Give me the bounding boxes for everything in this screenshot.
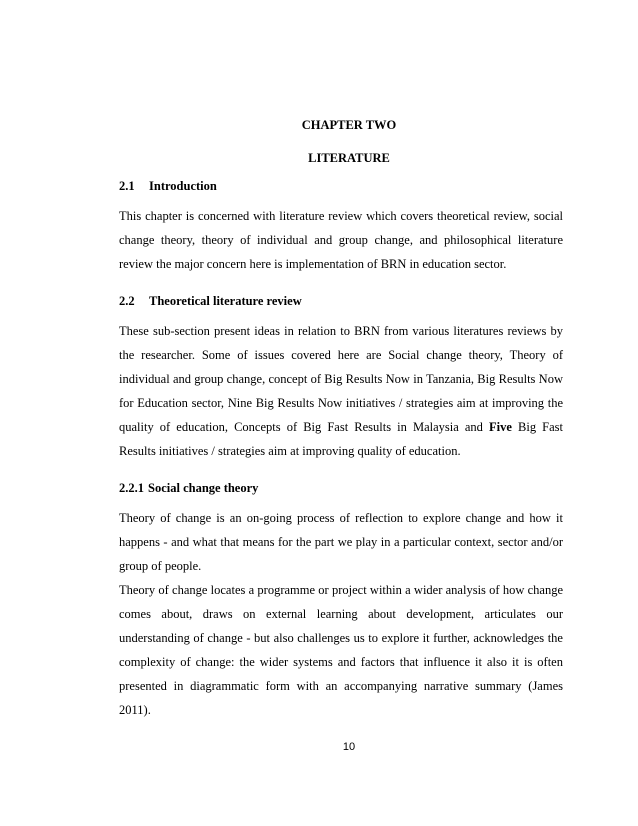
section-title: Social change theory	[148, 481, 259, 495]
page-number: 10	[342, 741, 356, 753]
section-heading-introduction	[119, 177, 563, 196]
social-change-paragraph-2: Theory of change locates a programme or project within a wider analysis of how change comes about, draws on external learning about development, articulates our understanding of change - but also challenges us to explore it further, acknowledges the complexity of change: the wider systems and factors that influence it also it is often presented in diagrammatic form with an accompanying narrative summary (James 2011).	[119, 583, 563, 717]
paragraph-text: These sub-section present ideas in relation to BRN from various literatures reviews by the researcher. Some of issues covered here are Social change theory, Theory of individual and group change, concept of Big Results Now in Tanzania, Big Results Now for Education sector, Nine Big Results Now initiatives / strategies aim at improving the quality of education, Concepts of Big Fast Results in Malaysia and	[119, 324, 563, 434]
bold-emphasis: Five	[489, 420, 512, 434]
section-title: Introduction	[149, 179, 217, 193]
introduction-paragraph: This chapter is concerned with literature review which covers theoretical review, social change theory, theory of individual and group change, and philosophical literature review the major concern here is implementation of BRN in education sector.	[119, 209, 563, 271]
chapter-subtitle: LITERATURE	[308, 151, 390, 165]
chapter-title: CHAPTER TWO	[301, 118, 397, 132]
social-change-paragraph-1: Theory of change is an on-going process of reflection to explore change and how it happens - and what that means for the part we play in a particular context, sector and/or group of people.	[119, 511, 563, 573]
document-body	[119, 177, 563, 722]
theoretical-review-paragraph	[119, 319, 563, 463]
section-heading-social-change-theory	[119, 479, 563, 498]
section-number: 2.2	[119, 294, 135, 308]
section-heading-theoretical-review	[119, 292, 563, 311]
section-title: Theoretical literature review	[149, 294, 302, 308]
section-number: 2.1	[119, 179, 135, 193]
section-number: 2.2.1	[119, 481, 144, 495]
paragraph-text: Big Fast Results initiatives / strategies aim at improving quality of education.	[119, 420, 564, 458]
